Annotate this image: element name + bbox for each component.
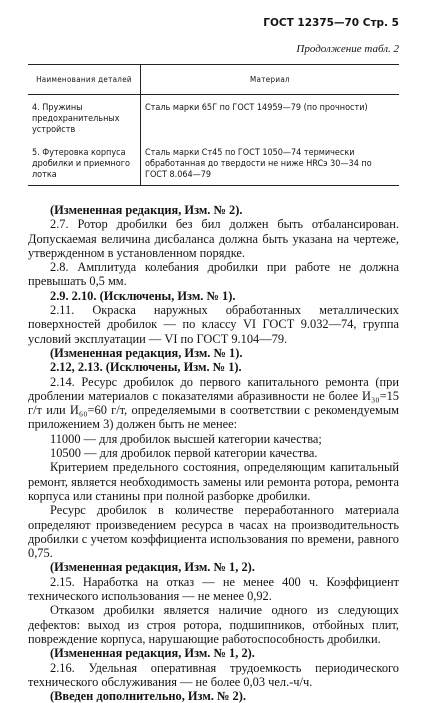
paragraph: 2.8. Амплитуда колебания дробилки при работе не должна превышать 0,5 мм. [28,260,399,289]
page-header: ГОСТ 12375—70 Стр. 5 [263,17,399,29]
paragraph: Отказом дробилки является наличие одного из следующих дефектов: выход из строя ротора, подшипников, отбойных плит, повреждение корпуса, нарушающие работоспособность дробилки. [28,603,399,646]
table-row [28,140,399,186]
paragraph: Ресурс дробилок в количестве переработанного материала определяют произведением ресурса в часах на производительность дробилки с учетом коэффициента использования по времени, равного 0,75. [28,503,399,561]
material-cell: Сталь марки 65Г по ГОСТ 14959—79 (по прочности) [145,103,368,113]
paragraph: 2.16. Удельная оперативная трудоемкость периодического технического обслуживания — не более 0,03 чел.-ч/ч. [28,660,399,689]
part-name-cell: 4. Пружины предохранительных устройств [28,95,141,141]
paragraph: (Измененная редакция, Изм. № 1). [50,345,243,360]
paragraph: 2.11. Окраска наружных обработанных металлических поверхностей дробилок — по классу VI ГОСТ 9.032—74, группа условий эксплуатации — VI по ГОСТ 9.104—79. [28,303,399,346]
column-header-part: Наименования деталей [28,65,141,95]
list-item: 11000 — для дробилок высшей категории качества; [50,431,322,446]
materials-table [28,64,399,186]
paragraph: 2.15. Наработка на отказ — не менее 400 ч. Коэффициент технического использования — не менее 0,92. [28,574,399,604]
table-row [28,95,399,141]
paragraph: 2.12, 2.13. (Исключены, Изм. № 1). [50,360,242,375]
paragraph: (Введен дополнительно, Изм. № 2). [50,689,246,703]
paragraph: (Измененная редакция, Изм. № 1, 2). [50,560,255,575]
paragraph: 2.7. Ротор дробилки без бил должен быть отбалансирован. Допускаемая величина дисбаланса должна быть указана на чертеже, утвержденном в установленном порядке. [28,217,399,260]
paragraph: 2.14. Ресурс дробилок до первого капитального ремонта (при дроблении материалов с показателями абразивности не более И₃₀=15 г/т или И₆₀=60 г/т, определяемыми в соответствии с рекомендуемым приложением 3) должен быть не менее: [28,374,399,432]
material-cell: Сталь марки Ст45 по ГОСТ 1050—74 термически обработанная до твердости не ниже HRCэ 30—34 по ГОСТ 8.064—79 [141,140,400,186]
part-name-cell: 5. Футеровка корпуса дробилки и приемного лотка [28,140,141,186]
table-continuation-label: Продолжение табл. 2 [296,43,399,55]
paragraph: 2.9. 2.10. (Исключены, Изм. № 1). [50,288,236,303]
column-header-material: Материал [141,65,400,95]
document-body [28,203,399,703]
paragraph: (Измененная редакция, Изм. № 1, 2). [50,646,255,661]
paragraph: (Измененная редакция, Изм. № 2). [50,203,243,217]
list-item: 10500 — для дробилок первой категории качества. [50,446,318,461]
table-header-row [28,65,399,95]
paragraph: Критерием предельного состояния, определяющим капитальный ремонт, является необходимость замены или ремонта ротора, ремонта корпуса или станины при полной разборке дробилки. [28,460,399,503]
